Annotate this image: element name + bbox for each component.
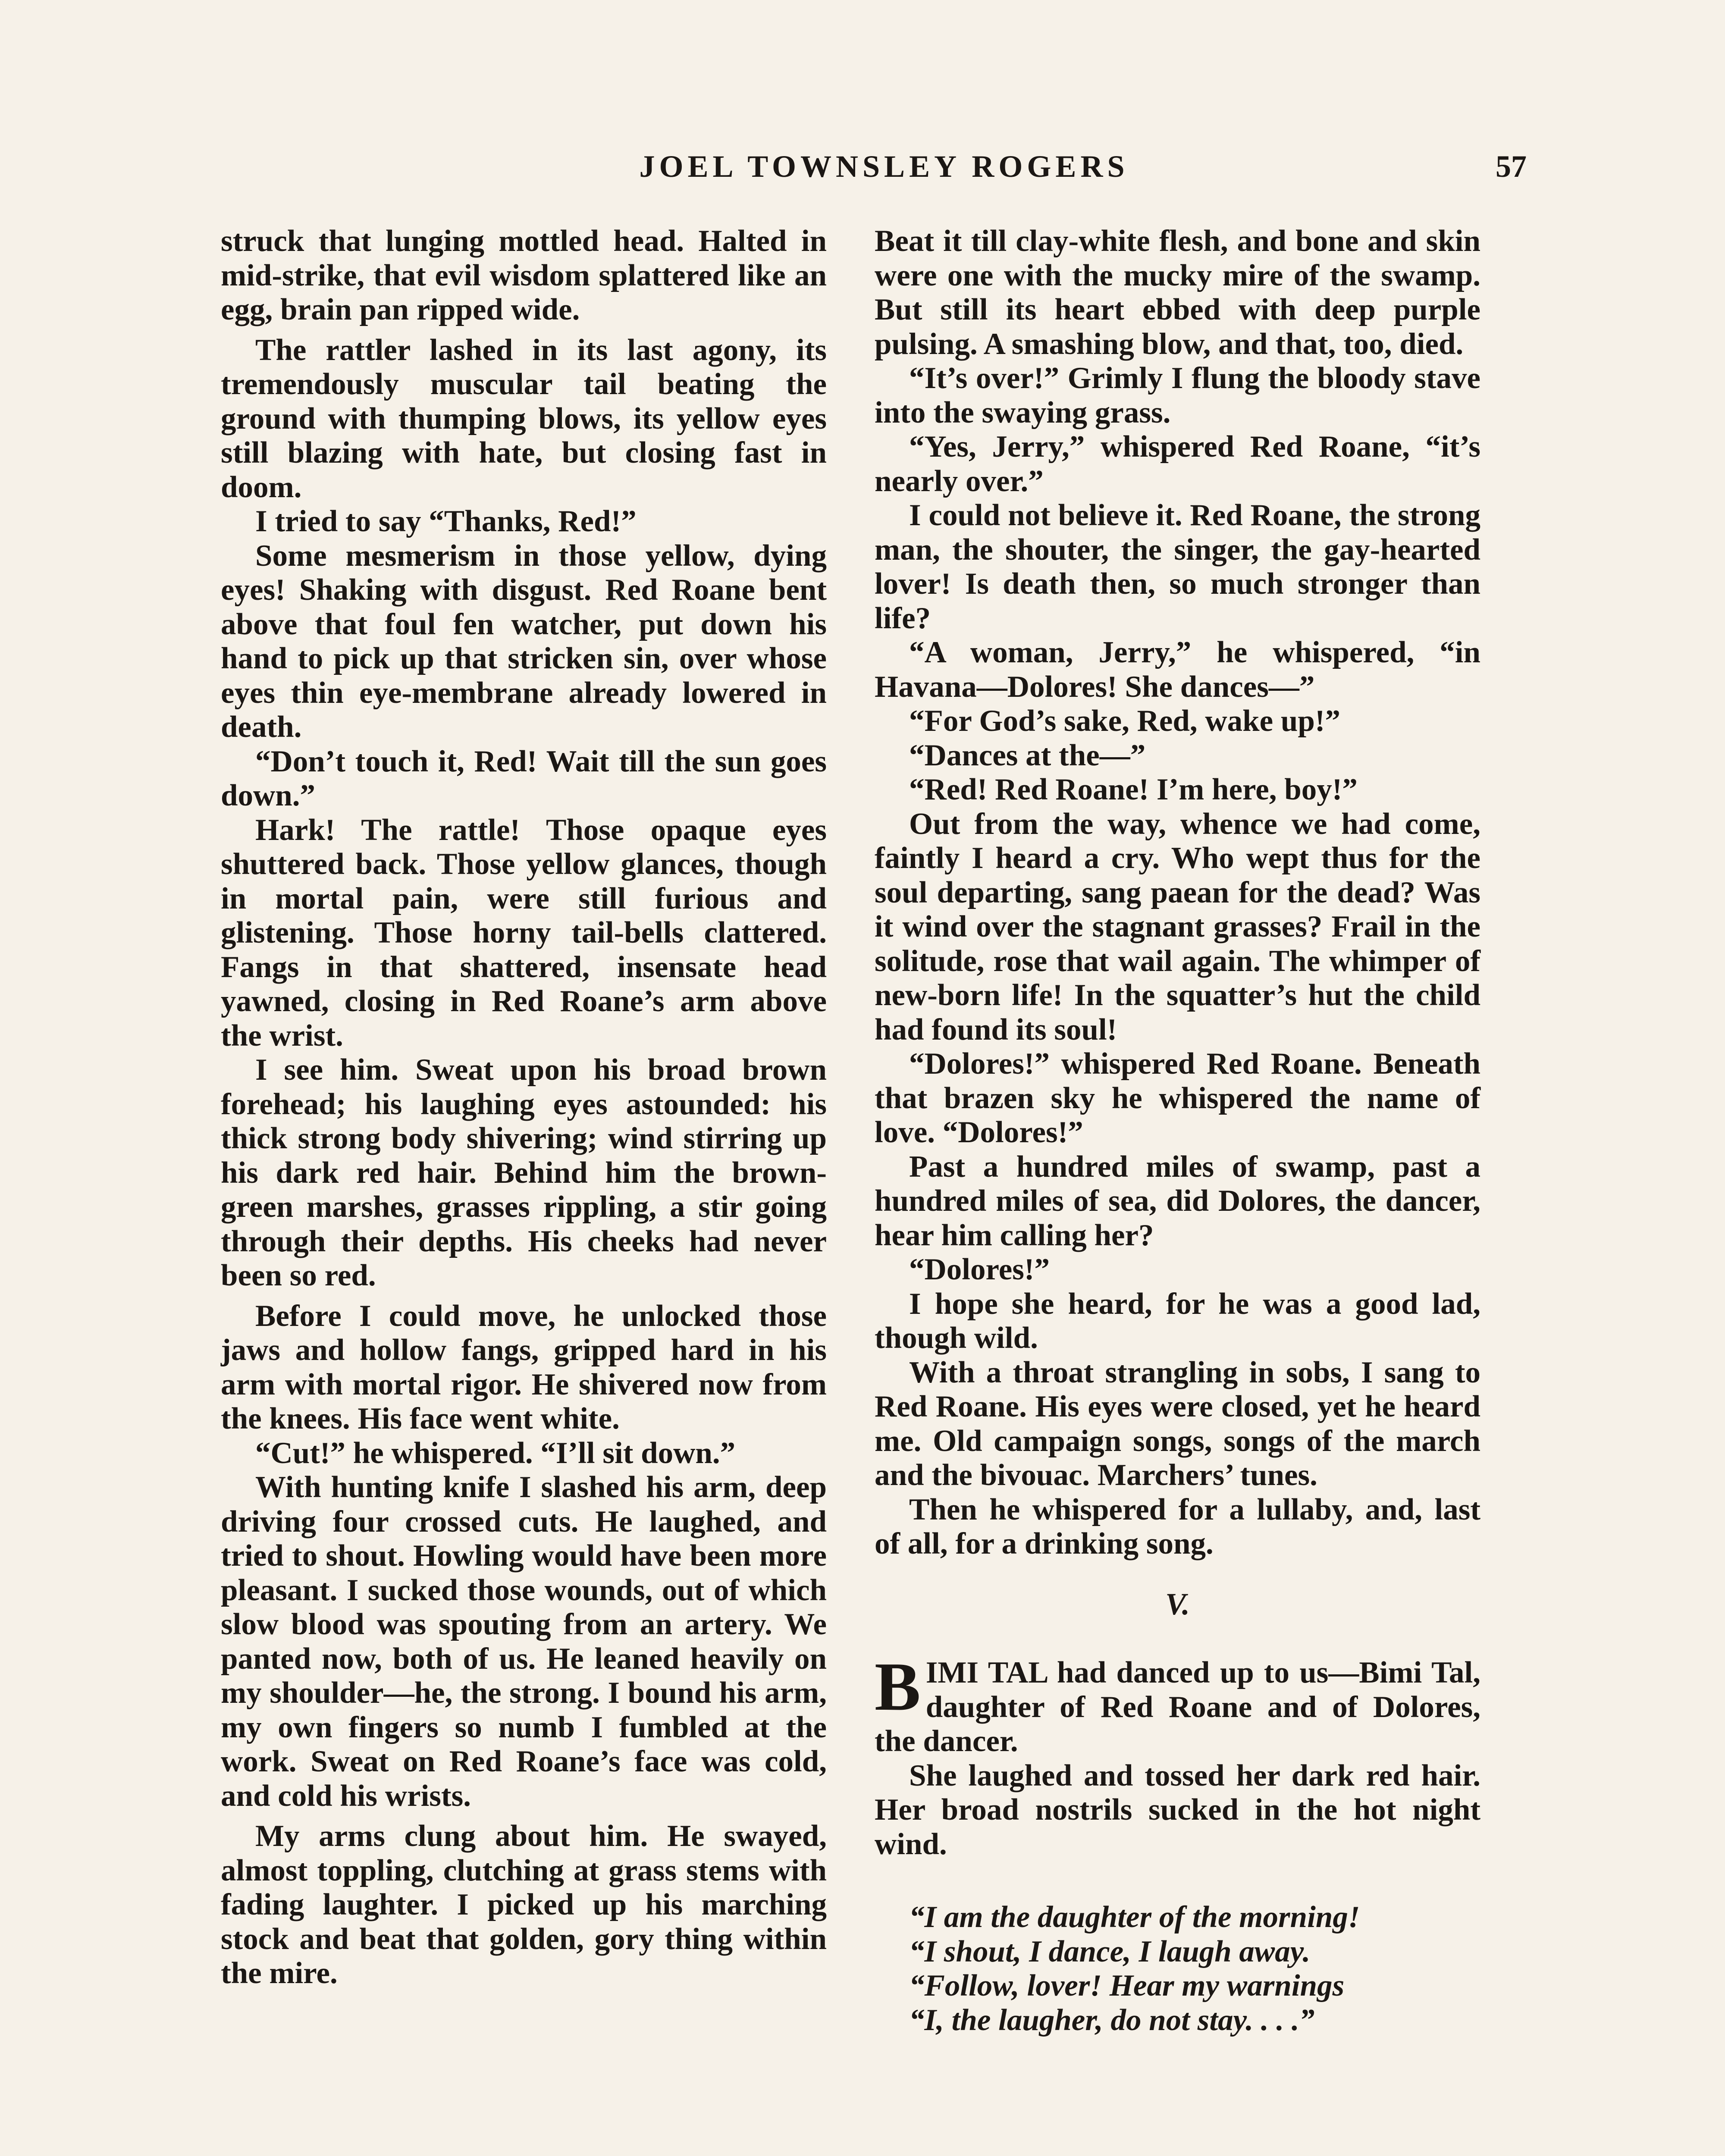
paragraph: With hunting knife I slashed his arm, deep driving four crossed cuts. He laughed, and tried to shout. Howling would have been more pleasant. I sucked those wounds, out of which slow blood was spouting from an artery. We panted now, both of us. He leaned heavily on my shoulder—he, the strong. I bound his arm, my own fingers so numb I fumbled at the work. Sweat on Red Roane’s face was cold, and cold his wrists. xyxy=(221,1470,827,1813)
drop-cap: B xyxy=(875,1648,921,1725)
paragraph: Before I could move, he unlocked those jaws and hollow fangs, gripped hard in his arm with mortal rigor. He shivered now from the knees. His face went white. xyxy=(221,1299,827,1435)
poem-line: “Follow, lover! Hear my warnings xyxy=(909,1969,1345,2002)
paragraph: Past a hundred miles of swamp, past a hundred miles of sea, did Dolores, the dancer, hear him calling her? xyxy=(875,1150,1480,1252)
paragraph: “Yes, Jerry,” whispered Red Roane, “it’s nearly over.” xyxy=(875,430,1480,498)
paragraph: “For God’s sake, Red, wake up!” xyxy=(909,704,1340,738)
paragraph: With a throat strangling in sobs, I sang to Red Roane. His eyes were closed, yet he heard me. Old campaign songs, songs of the march and the bivouac. Marchers’ tunes. xyxy=(875,1355,1480,1492)
paragraph: “Cut!” he whispered. “I’ll sit down.” xyxy=(255,1436,736,1470)
paragraph xyxy=(875,1648,1480,1759)
paragraph: “Red! Red Roane! I’m here, boy!” xyxy=(909,773,1358,806)
paragraph: “Dolores!” whispered Red Roane. Beneath that brazen sky he whispered the name of love. “Dolores!” xyxy=(875,1047,1480,1149)
section-heading: V. xyxy=(1165,1586,1190,1621)
left-text-column xyxy=(221,224,827,1991)
paragraph: “It’s over!” Grimly I flung the bloody stave into the swaying grass. xyxy=(875,361,1480,429)
paragraph: I tried to say “Thanks, Red!” xyxy=(255,505,637,538)
paragraph: “Don’t touch it, Red! Wait till the sun goes down.” xyxy=(221,744,827,812)
paragraph: My arms clung about him. He swayed, almost toppling, clutching at grass stems with fading laughter. I picked up his marching stock and beat that golden, gory thing within the mire. xyxy=(221,1819,827,1990)
paragraph: I hope she heard, for he was a good lad, though wild. xyxy=(875,1287,1480,1355)
paragraph: “Dances at the—” xyxy=(909,738,1146,772)
paragraph: Then he whispered for a lullaby, and, last of all, for a drinking song. xyxy=(875,1492,1480,1561)
paragraph: The rattler lashed in its last agony, its tremendously muscular tail beating the ground with thumping blows, its yellow eyes still blazing with hate, but closing fast in doom. xyxy=(221,333,827,504)
paragraph: She laughed and tossed her dark red hair. Her broad nostrils sucked in the hot night wind. xyxy=(875,1758,1480,1861)
paragraph: I could not believe it. Red Roane, the strong man, the shouter, the singer, the gay-hearted lover! Is death then, so much stronger than life? xyxy=(875,498,1480,635)
page-number: 57 xyxy=(1496,149,1527,184)
paragraph: Out from the way, whence we had come, faintly I heard a cry. Who wept thus for the soul departing, sang paean for the dead? Was it wind over the stagnant grasses? Frail in the solitude, rose that wail again. The whimper of new-born life! In the squatter’s hut the child had found its soul! xyxy=(875,807,1480,1047)
paragraph: Beat it till clay-white flesh, and bone and skin were one with the mucky mire of the swamp. But still its heart ebbed with deep purple pulsing. A smashing blow, and that, too, died. xyxy=(875,224,1480,361)
running-head-author: JOEL TOWNSLEY ROGERS xyxy=(639,149,1129,184)
paragraph-text: IMI TAL had danced up to us—Bimi Tal, daughter of Red Roane and of Dolores, the dancer. xyxy=(875,1656,1480,1758)
paragraph: “Dolores!” xyxy=(909,1253,1050,1286)
poem-line: “I am the daughter of the morning! xyxy=(909,1900,1360,1934)
paragraph: Hark! The rattle! Those opaque eyes shuttered back. Those yellow glances, though in mortal pain, were still furious and glistening. Those horny tail-bells clattered. Fangs in that shattered, insensate head yawned, closing in Red Roane’s arm above the wrist. xyxy=(221,813,827,1053)
poem-line: “I, the laugher, do not stay. . . .” xyxy=(909,2003,1315,2037)
paragraph: I see him. Sweat upon his broad brown forehead; his laughing eyes astounded: his thick strong body shivering; wind stirring up his dark red hair. Behind him the brown-green marshes, grasses rippling, a stir going through their depths. His cheeks had never been so red. xyxy=(221,1053,827,1292)
paragraph: “A woman, Jerry,” he whispered, “in Havana—Dolores! She dances—” xyxy=(875,636,1480,704)
paragraph: Some mesmerism in those yellow, dying eyes! Shaking with disgust. Red Roane bent above that foul fen watcher, put down his hand to pick up that stricken sin, over whose eyes thin eye-membrane already lowered in death. xyxy=(221,539,827,744)
right-text-column xyxy=(875,224,1480,2037)
poem-verse xyxy=(875,1900,1480,2037)
paragraph: struck that lunging mottled head. Halted in mid-strike, that evil wisdom splattered like an egg, brain pan ripped wide. xyxy=(221,224,827,326)
section-v-opening xyxy=(875,1648,1480,1861)
poem-line: “I shout, I dance, I laugh away. xyxy=(909,1934,1311,1968)
